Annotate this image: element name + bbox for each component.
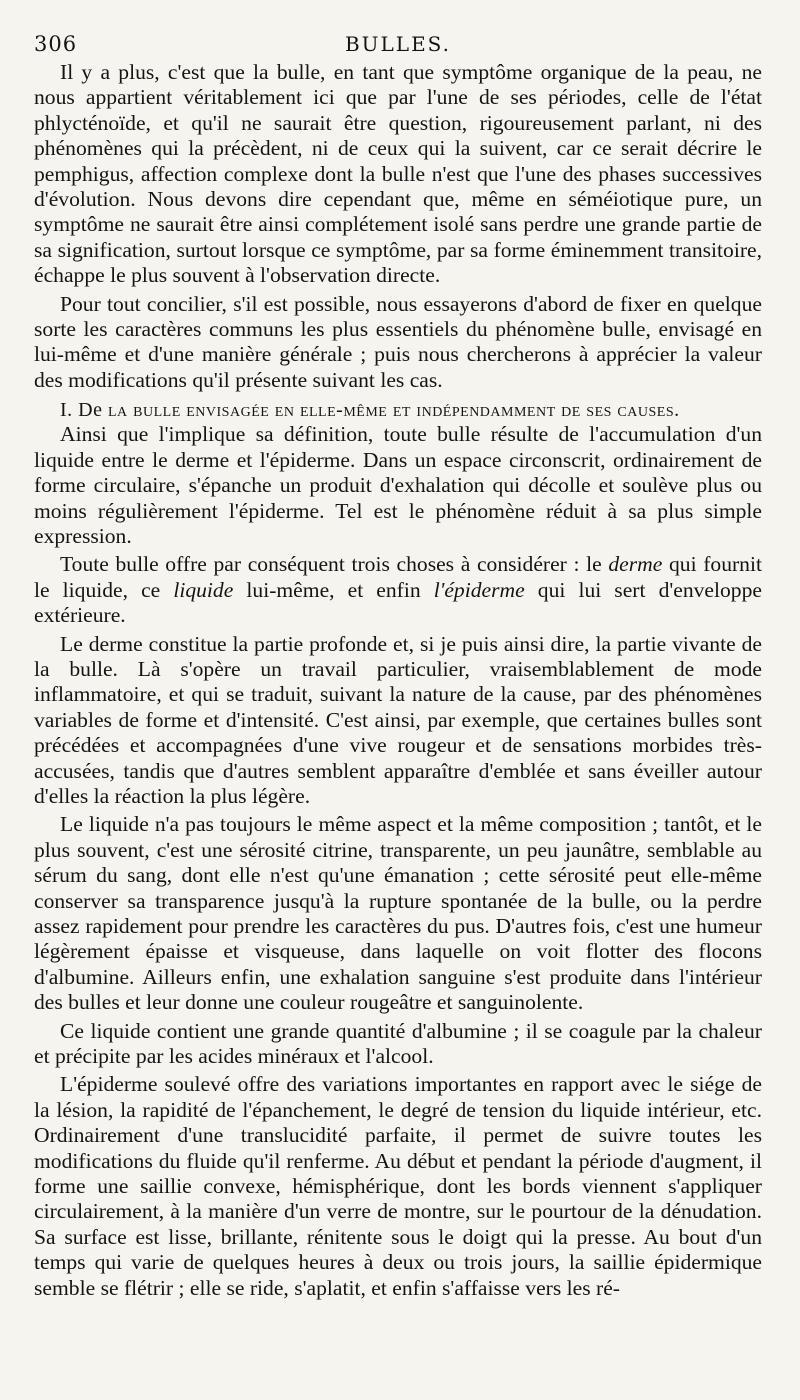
paragraph: Ainsi que l'implique sa définition, toute bulle résulte de l'accumulation d'un liquide entre le derme et l'épiderme. Dans un espace circonscrit, ordinairement de forme circulaire, s'épanche un produit d'exhalation qui décolle et soulève plus ou moins régulièrement l'épiderme. Tel est le phénomène réduit à sa plus simple expression.: [34, 422, 762, 548]
paragraph: [34, 552, 762, 628]
body-text: [34, 60, 762, 1301]
page-header: [34, 26, 762, 60]
section-heading-number: I. De: [60, 399, 103, 422]
paragraph: Le derme constitue la partie profonde et, si je puis ainsi dire, la partie vivante de la bulle. Là s'opère un travail particulier, vraisemblablement de mode inflammatoire, et qui se traduit, suivant la nature de la cause, par des phénomènes variables de forme et d'intensité. C'est ainsi, par exemple, que certaines bulles sont précédées et accompagnées d'une vive rougeur et de sensations morbides très-accusées, tandis que d'autres semblent apparaître d'emblée et sans éveiller autour d'elles la réaction la plus légère.: [34, 631, 762, 808]
italic-term: l'épiderme: [433, 577, 525, 602]
text-run: lui-même, et enfin: [233, 577, 434, 602]
paragraph: Le liquide n'a pas toujours le même aspect et la même composition ; tantôt, et le plus souvent, c'est une sérosité citrine, transparente, un peu jaunâtre, semblable au sérum du sang, dont elle n'est qu'une émanation ; cette sérosité peut elle-même conserver sa transparence jusqu'à la rupture spontanée de la bulle, ou la perdre assez rapidement pour prendre les caractères du pus. D'autres fois, c'est une humeur légèrement épaisse et visqueuse, dans laquelle on voit flotter des flocons d'albumine. Ailleurs enfin, une exhalation sanguine s'est produite dans l'intérieur des bulles et leur donne une couleur rougeâtre et sanguinolente.: [34, 812, 762, 1015]
paragraph: Pour tout concilier, s'il est possible, nous essayerons d'abord de fixer en quelque sorte les caractères communs les plus essentiels du phénomène bulle, envisagé en lui-même et d'une manière générale ; puis nous chercherons à apprécier la valeur des modifications qu'il présente suivant les cas.: [34, 291, 762, 392]
running-title: BULLES.: [344, 32, 452, 56]
section-heading-title: la bulle envisagée en elle-même et indépendamment de ses causes.: [107, 399, 680, 422]
italic-term: derme: [608, 552, 663, 577]
text-run: Toute bulle offre par conséquent trois choses à considérer : le: [60, 552, 609, 577]
text-run: qui fournit le liquide, ce: [34, 552, 762, 602]
paragraph: L'épiderme soulevé offre des variations importantes en rapport avec le siége de la lésion, la rapidité de l'épanchement, le degré de tension du liquide intérieur, etc. Ordinairement d'une translucidité parfaite, il permet de suivre toutes les modifications du fluide qu'il renferme. Au début et pendant la période d'augment, il forme une saillie convexe, hémisphérique, dont les bords viennent s'appliquer circulairement, à la manière d'un verre de montre, sur le pourtour de la dénudation. Sa surface est lisse, brillante, rénitente sous le doigt qui la presse. Au bout d'un temps qui varie de quelques heures à deux ou trois jours, la saillie épidermique semble se flétrir ; elle se ride, s'aplatit, et enfin s'affaisse vers les ré-: [34, 1072, 762, 1300]
page-number: 306: [34, 32, 78, 56]
text-run: qui lui sert d'enveloppe extérieure.: [34, 577, 762, 628]
paragraph: Ce liquide contient une grande quantité d'albumine ; il se coagule par la chaleur et précipite par les acides minéraux et l'alcool.: [34, 1018, 762, 1069]
italic-term: liquide: [173, 577, 234, 602]
paragraph: Il y a plus, c'est que la bulle, en tant que symptôme organique de la peau, ne nous appartient véritablement ici que par l'une de ses périodes, celle de l'état phlycténoïde, et qu'il ne saurait être question, rigoureusement parlant, ni des phénomènes qui la précèdent, ni de ceux qui la suivent, car ce serait décrire le pemphigus, affection complexe dont la bulle n'est que l'une des phases successives d'évolution. Nous devons dire cependant que, même en séméiotique pure, un symptôme ne saurait être ainsi complétement isolé sans perdre une grande partie de sa signification, surtout lorsque ce symptôme, par sa forme éminemment transitoire, échappe le plus souvent à l'observation directe.: [34, 60, 762, 288]
section-heading: [34, 398, 762, 422]
